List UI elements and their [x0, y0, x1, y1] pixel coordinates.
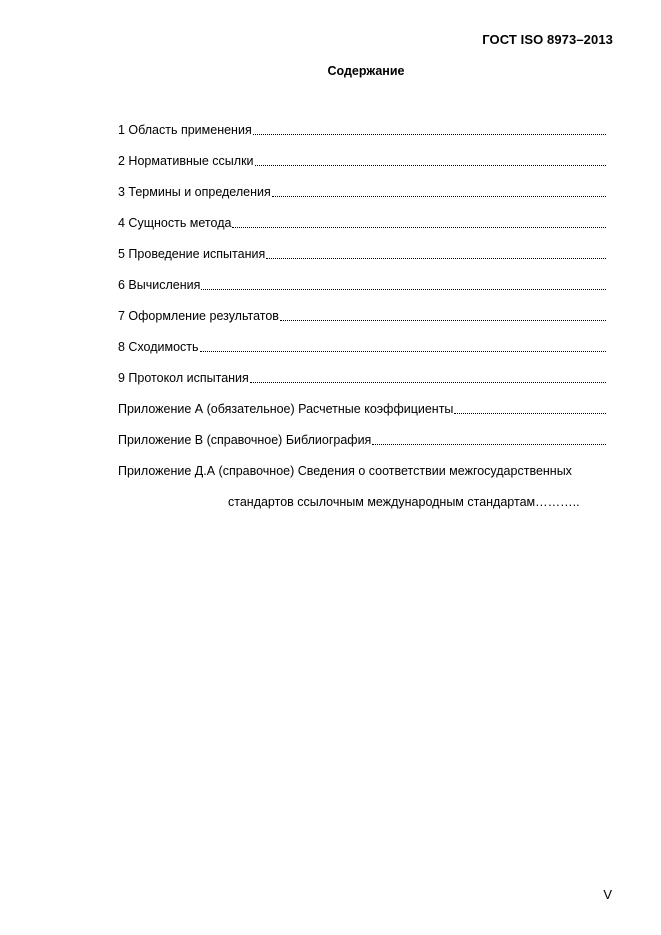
toc-entry-label: 8 Сходимость [118, 340, 199, 354]
toc-dot-leader [250, 382, 606, 383]
toc-entry [118, 231, 606, 262]
toc-dot-leader [372, 444, 606, 445]
toc-entry-label: 2 Нормативные ссылки [118, 154, 254, 168]
toc-entry [118, 262, 606, 293]
toc-title: Содержание [327, 64, 405, 78]
toc-entry [118, 386, 606, 417]
toc-entry [118, 138, 606, 169]
page-number: V [603, 887, 612, 902]
toc-dot-leader [280, 320, 606, 321]
toc-entry-label-line2: стандартов ссылочным международным стандартам……….. [228, 495, 580, 509]
toc-entry-label-line1: Приложение Д.А (справочное) Сведения о соответствии межгосударственных [118, 464, 572, 478]
document-code: ГОСТ ISO 8973–2013 [482, 32, 613, 47]
toc-dot-leader [272, 196, 606, 197]
toc-entry-label: 5 Проведение испытания [118, 247, 266, 261]
table-of-contents [118, 122, 606, 510]
toc-entry-label: 6 Вычисления [118, 278, 201, 292]
toc-entry [118, 355, 606, 386]
toc-entry-label: 1 Область применения [118, 123, 252, 137]
toc-entry [118, 122, 606, 138]
toc-entry-annex-da [118, 463, 606, 510]
toc-dot-leader [253, 134, 606, 135]
toc-entry-label: 9 Протокол испытания [118, 371, 249, 385]
toc-dot-leader [266, 258, 606, 259]
toc-entry-label: 7 Оформление результатов [118, 309, 279, 323]
toc-dot-leader [255, 165, 606, 166]
toc-entry [118, 324, 606, 355]
toc-entry [118, 169, 606, 200]
toc-entry-label: Приложение А (обязательное) Расчетные коэффициенты [118, 402, 454, 416]
toc-entry [118, 417, 606, 448]
toc-dot-leader [454, 413, 606, 414]
toc-entry-label: Приложение В (справочное) Библиография [118, 433, 372, 447]
toc-dot-leader [201, 289, 606, 290]
toc-entry [118, 200, 606, 231]
toc-entry-label: 4 Сущность метода [118, 216, 232, 230]
toc-dot-leader [200, 351, 606, 352]
toc-entry [118, 293, 606, 324]
toc-dot-leader [232, 227, 606, 228]
toc-entry-label: 3 Термины и определения [118, 185, 271, 199]
